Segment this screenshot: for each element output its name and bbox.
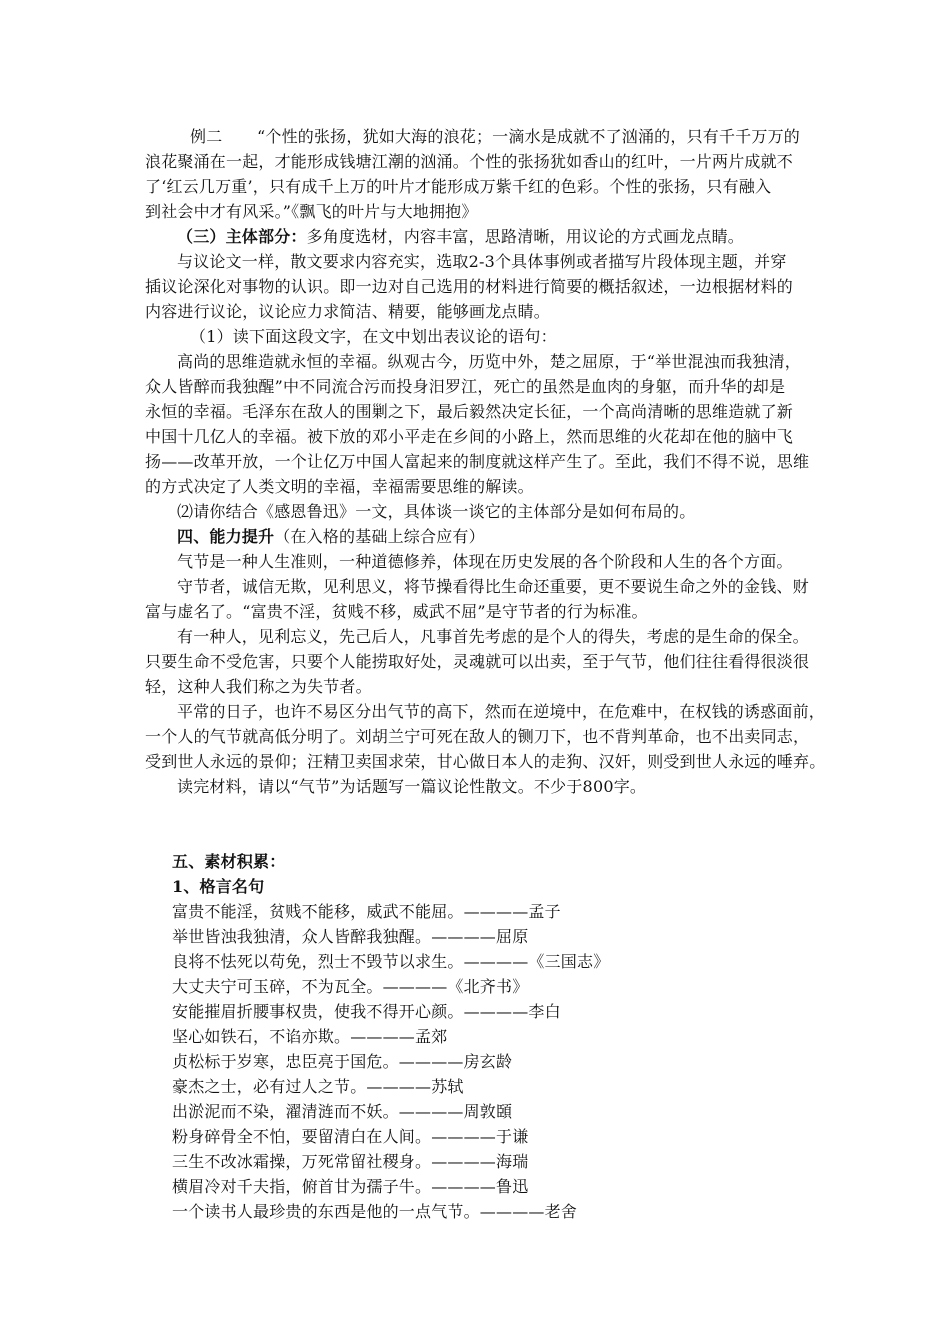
quote-item: 粉身碎骨全不怕，要留清白在人间。————于谦	[172, 1127, 529, 1146]
section3-heading: （三）主体部分：	[177, 227, 307, 246]
quote-item: 安能摧眉折腰事权贵，使我不得开心颜。————李白	[172, 1002, 561, 1021]
passage-line-2: 众人皆醉而我独醒”中不同流合污而投身汨罗江，死亡的虽然是血肉的身躯，而升华的却是	[145, 377, 786, 396]
quote-item: 一个读书人最珍贵的东西是他的一点气节。————老舍	[172, 1202, 578, 1221]
quote-item: 三生不改冰霜操，万死常留社稷身。————海瑞	[172, 1152, 529, 1171]
section4-para4-line-1: 平常的日子，也许不易区分出气节的高下，然而在逆境中，在危难中，在权钱的诱惑面前，	[177, 702, 826, 721]
quote-item: 出淤泥而不染，濯清涟而不妖。————周敦頣	[172, 1102, 513, 1121]
section4-para4-line-3: 受到世人永远的景仰；汪精卫卖国求荣，甘心做日本人的走狗、汉奸，则受到世人永远的唾弃。	[145, 752, 826, 771]
quote-item: 富贵不能淫，贫贱不能移，威武不能屈。————孟子	[172, 902, 561, 921]
section3-paragraph-line-2: 插议论深化对事物的认识。即一边对自己选用的材料进行简要的概括叙述，一边根据材料的	[145, 277, 794, 296]
section3-question-2: ⑵请你结合《感恩鲁迅》一文，具体谈一谈它的主体部分是如何布局的。	[177, 502, 696, 521]
section3-question-1: （1）读下面这段文字，在文中划出表议论的语句：	[190, 327, 557, 346]
section4-para4-line-2: 一个人的气节就高低分明了。刘胡兰宁可死在敌人的铡刀下，也不背判革命，也不出卖同志，	[145, 727, 810, 746]
example2-line-2: 浪花聚涌在一起，才能形成钱塘江潮的汹涌。个性的张扬犹如香山的红叶，一片两片成就不	[145, 152, 794, 171]
section4-para5-line-1: 读完材料，请以“气节”为话题写一篇议论性散文。不少于800字。	[177, 777, 647, 796]
section4-para3-line-1: 有一种人，见利忘义，先己后人，凡事首先考虑的是个人的得失，考虑的是生命的保全。	[177, 627, 809, 646]
quote-item: 豪杰之士，必有过人之节。————苏轼	[172, 1077, 464, 1096]
example2-line-3: 了‘红云几万重’，只有成千上万的叶片才能形成万紫千红的色彩。个性的张扬，只有融入	[145, 177, 772, 196]
section4-para3-line-3: 轻，这种人我们称之为失节者。	[145, 677, 372, 696]
section4-heading: 四、能力提升	[177, 527, 275, 546]
section3-paragraph-line-3: 内容进行议论，议论应力求简洁、精要，能够画龙点睛。	[145, 302, 551, 321]
passage-line-1: 高尚的思维造就永恒的幸福。纵观古今，历览中外，楚之屈原，于“举世混浊而我独清，	[177, 352, 801, 371]
quote-item: 横眉冷对千夫指，俯首甘为孺子牛。————鲁迅	[172, 1177, 529, 1196]
quote-item: 坚心如铁石，不谄亦欺。————孟郊	[172, 1027, 448, 1046]
section5-heading: 五、素材积累：	[172, 852, 286, 871]
passage-line-4: 中国十几亿人的幸福。被下放的邓小平走在乡间的小路上，然而思维的火花却在他的脑中飞	[145, 427, 794, 446]
section3-heading-rest: 多角度选材，内容丰富，思路清晰，用议论的方式画龙点睛。	[306, 227, 745, 246]
section4-para3-line-2: 只要生命不受危害，只要个人能捞取好处，灵魂就可以出卖，至于气节，他们往往看得很淡很	[145, 652, 810, 671]
example2-label: 例二	[190, 127, 223, 146]
quote-item: 贞松标于岁寒，忠臣亮于国危。————房玄龄	[172, 1052, 513, 1071]
section3-paragraph-line-1: 与议论文一样，散文要求内容充实，选取2-3个具体事例或者描写片段体现主题，并穿	[177, 252, 787, 271]
section5-subheading: 1、格言名句	[172, 877, 265, 896]
example2-line-1: “个性的张扬，犹如大海的浪花；一滴水是成就不了汹涌的，只有千千万万的	[257, 127, 800, 146]
quote-item: 大丈夫宁可玉碎，不为瓦全。————《北齐书》	[172, 977, 529, 996]
passage-line-5: 扬——改革开放，一个让亿万中国人富起来的制度就这样产生了。至此，我们不得不说，思维	[145, 452, 810, 471]
section4-heading-line	[177, 526, 485, 548]
passage-line-3: 永恒的幸福。毛泽东在敌人的围剿之下，最后毅然决定长征，一个高尚清晰的思维造就了新	[145, 402, 794, 421]
section4-heading-note: （在入格的基础上综合应有）	[274, 527, 485, 546]
section4-para2-line-1: 守节者，诚信无欺，见利思义，将节操看得比生命还重要，更不要说生命之外的金钱、财	[177, 577, 809, 596]
section3-heading-line	[177, 226, 744, 248]
section4-para2-line-2: 富与虚名了。“富贵不淫，贫贱不移，威武不屈”是守节者的行为标准。	[145, 602, 648, 621]
passage-line-6: 的方式决定了人类文明的幸福，幸福需要思维的解读。	[145, 477, 534, 496]
quote-item: 良将不怯死以苟免，烈士不毁节以求生。————《三国志》	[172, 952, 610, 971]
example2-line-4: 到社会中才有风采。”《飘飞的叶片与大地拥抱》	[145, 202, 478, 221]
section4-para1-line-1: 气节是一种人生准则，一种道德修养，体现在历史发展的各个阶段和人生的各个方面。	[177, 552, 793, 571]
quote-item: 举世皆浊我独清，众人皆醉我独醒。————屈原	[172, 927, 529, 946]
